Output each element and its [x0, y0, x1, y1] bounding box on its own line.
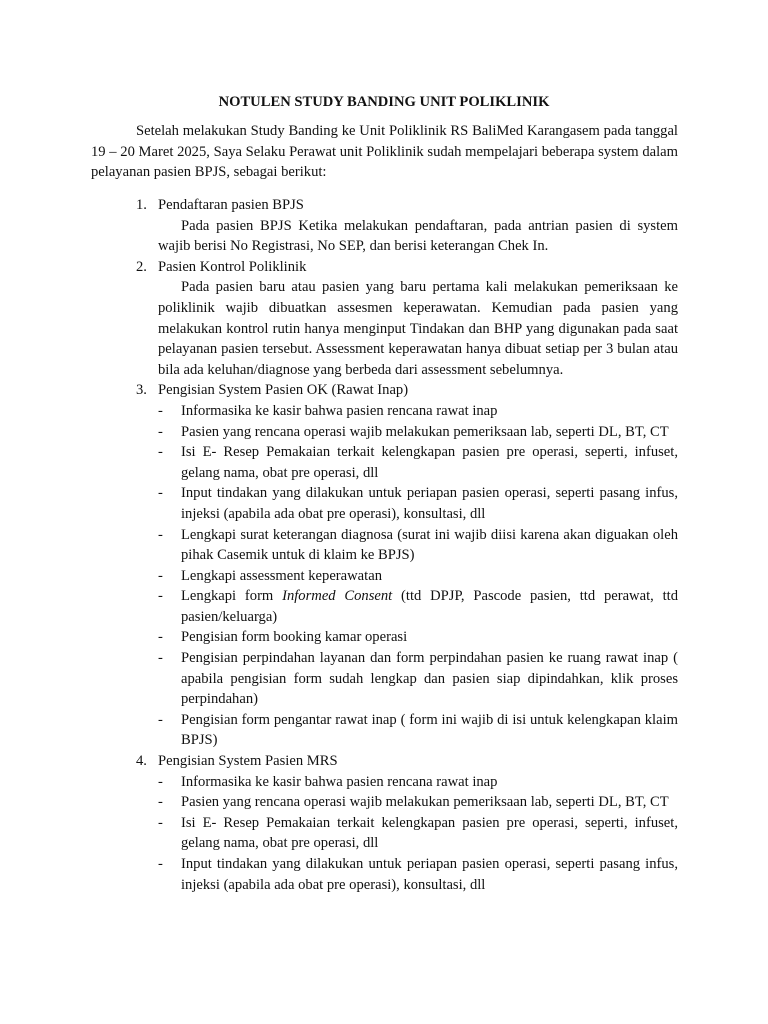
item-heading: Pengisian System Pasien OK (Rawat Inap): [158, 382, 409, 399]
bullet-item: [158, 854, 678, 895]
item-number: 4.: [136, 753, 147, 770]
bullet-text: Pengisian perpindahan layanan dan form perpindahan pasien ke ruang rawat inap ( apabila pengisian form sudah lengkap dan pasien siap dipindahkan, klik proses perpindahan): [181, 650, 678, 708]
item-paragraph: Pada pasien baru atau pasien yang baru pertama kali melakukan pemeriksaan ke poliklinik wajib dibuatkan assesmen keperawatan. Kemudian pada pasien yang melakukan kontrol rutin hanya menginput Tindakan dan BHP yang digunakan pada saat pelayanan pasien tersebut. Assessment keperawatan hanya dibuat setiap per 3 bulan atau bila ada keluhan/diagnose yang berbeda dari assessment sebelumnya.: [158, 279, 678, 378]
bullet-text: Input tindakan yang dilakukan untuk periapan pasien operasi, seperti pasang infus, injeksi (apabila ada obat pre operasi), konsultasi, dll: [181, 485, 678, 522]
bullet-item: [158, 792, 678, 813]
item-paragraph: Pada pasien BPJS Ketika melakukan pendaftaran, pada antrian pasien di system wajib berisi No Registrasi, No SEP, dan berisi keterangan Chek In.: [158, 217, 678, 255]
bullet-text: Input tindakan yang dilakukan untuk periapan pasien operasi, seperti pasang infus, injeksi (apabila ada obat pre operasi), konsultasi, dll: [181, 856, 678, 893]
bullet-text: Isi E- Resep Pemakaian terkait kelengkapan pasien pre operasi, seperti, infuset, gelang nama, obat pre operasi, dll: [181, 444, 678, 481]
bullet-item: [158, 422, 678, 443]
bullet-text: Pengisian form booking kamar operasi: [181, 629, 408, 646]
dash-marker: -: [158, 773, 163, 790]
dash-marker: -: [158, 588, 163, 605]
dash-marker: -: [158, 567, 163, 584]
bullet-text: Lengkapi surat keterangan diagnosa (surat ini wajib diisi karena akan diguakan oleh pihak Casemik untuk di klaim ke BPJS): [181, 526, 678, 564]
bullet-text: Pasien yang rencana operasi wajib melakukan pemeriksaan lab, seperti DL, BT, CT: [181, 794, 669, 811]
bullet-item: [158, 648, 678, 710]
bullet-item: [158, 813, 678, 854]
list-item-pasien-ok: [91, 380, 678, 751]
bullet-text: Lengkapi assessment keperawatan: [181, 567, 382, 584]
dash-marker: -: [158, 814, 163, 831]
bullet-text: Informasika ke kasir bahwa pasien rencana rawat inap: [181, 402, 498, 419]
bullet-item: [158, 401, 678, 422]
item-number: 3.: [136, 382, 147, 399]
item-heading: Pengisian System Pasien MRS: [158, 753, 338, 770]
list-item-kontrol: [91, 257, 678, 381]
bullet-item: [158, 483, 678, 524]
bullet-item: [158, 772, 678, 793]
bullet-item: [158, 442, 678, 483]
dash-marker: -: [158, 711, 163, 728]
dash-marker: -: [158, 650, 163, 667]
list-item-pasien-mrs: [91, 751, 678, 895]
bullet-text: Pasien yang rencana operasi wajib melakukan pemeriksaan lab, seperti DL, BT, CT: [181, 423, 669, 440]
bullet-item: [158, 566, 678, 587]
dash-marker: -: [158, 629, 163, 646]
bullet-item: [158, 525, 678, 566]
bullet-item: [158, 627, 678, 648]
item-heading: Pendaftaran pasien BPJS: [158, 197, 304, 213]
dash-marker: -: [158, 402, 163, 419]
document-title: NOTULEN STUDY BANDING UNIT POLIKLINIK: [218, 94, 550, 110]
bullet-item: [158, 710, 678, 751]
numbered-list: [91, 195, 678, 895]
dash-marker: -: [158, 794, 163, 811]
bullet-text: Informasika ke kasir bahwa pasien rencana rawat inap: [181, 773, 498, 790]
item-heading: Pasien Kontrol Poliklinik: [158, 258, 307, 275]
list-item-pendaftaran: [91, 195, 678, 257]
item-number: 1.: [136, 197, 147, 213]
dash-marker: -: [158, 526, 163, 543]
bullet-item-informed-consent: [158, 586, 678, 627]
item-number: 2.: [136, 258, 147, 275]
bullet-text-pre: Lengkapi form: [181, 588, 283, 605]
bullet-text: Pengisian form pengantar rawat inap ( form ini wajib di isi untuk kelengkapan klaim BPJS): [181, 711, 678, 749]
informed-consent-term: Informed Consent: [282, 588, 393, 605]
intro-paragraph: Setelah melakukan Study Banding ke Unit Poliklinik RS BaliMed Karangasem pada tanggal 19 – 20 Maret 2025, Saya Selaku Perawat unit Poliklinik sudah mempelajari beberapa system dalam pelayanan pasien BPJS, sebagai berikut:: [91, 123, 678, 181]
dash-marker: -: [158, 423, 163, 440]
dash-marker: -: [158, 856, 163, 872]
bullet-text: Isi E- Resep Pemakaian terkait kelengkapan pasien pre operasi, seperti, infuset, gelang nama, obat pre operasi, dll: [181, 814, 678, 852]
bullet-text-post: (ttd DPJP, Pascode pasien, ttd perawat, ttd pasien/keluarga): [181, 588, 678, 625]
dash-marker: -: [158, 444, 163, 461]
dash-marker: -: [158, 485, 163, 502]
